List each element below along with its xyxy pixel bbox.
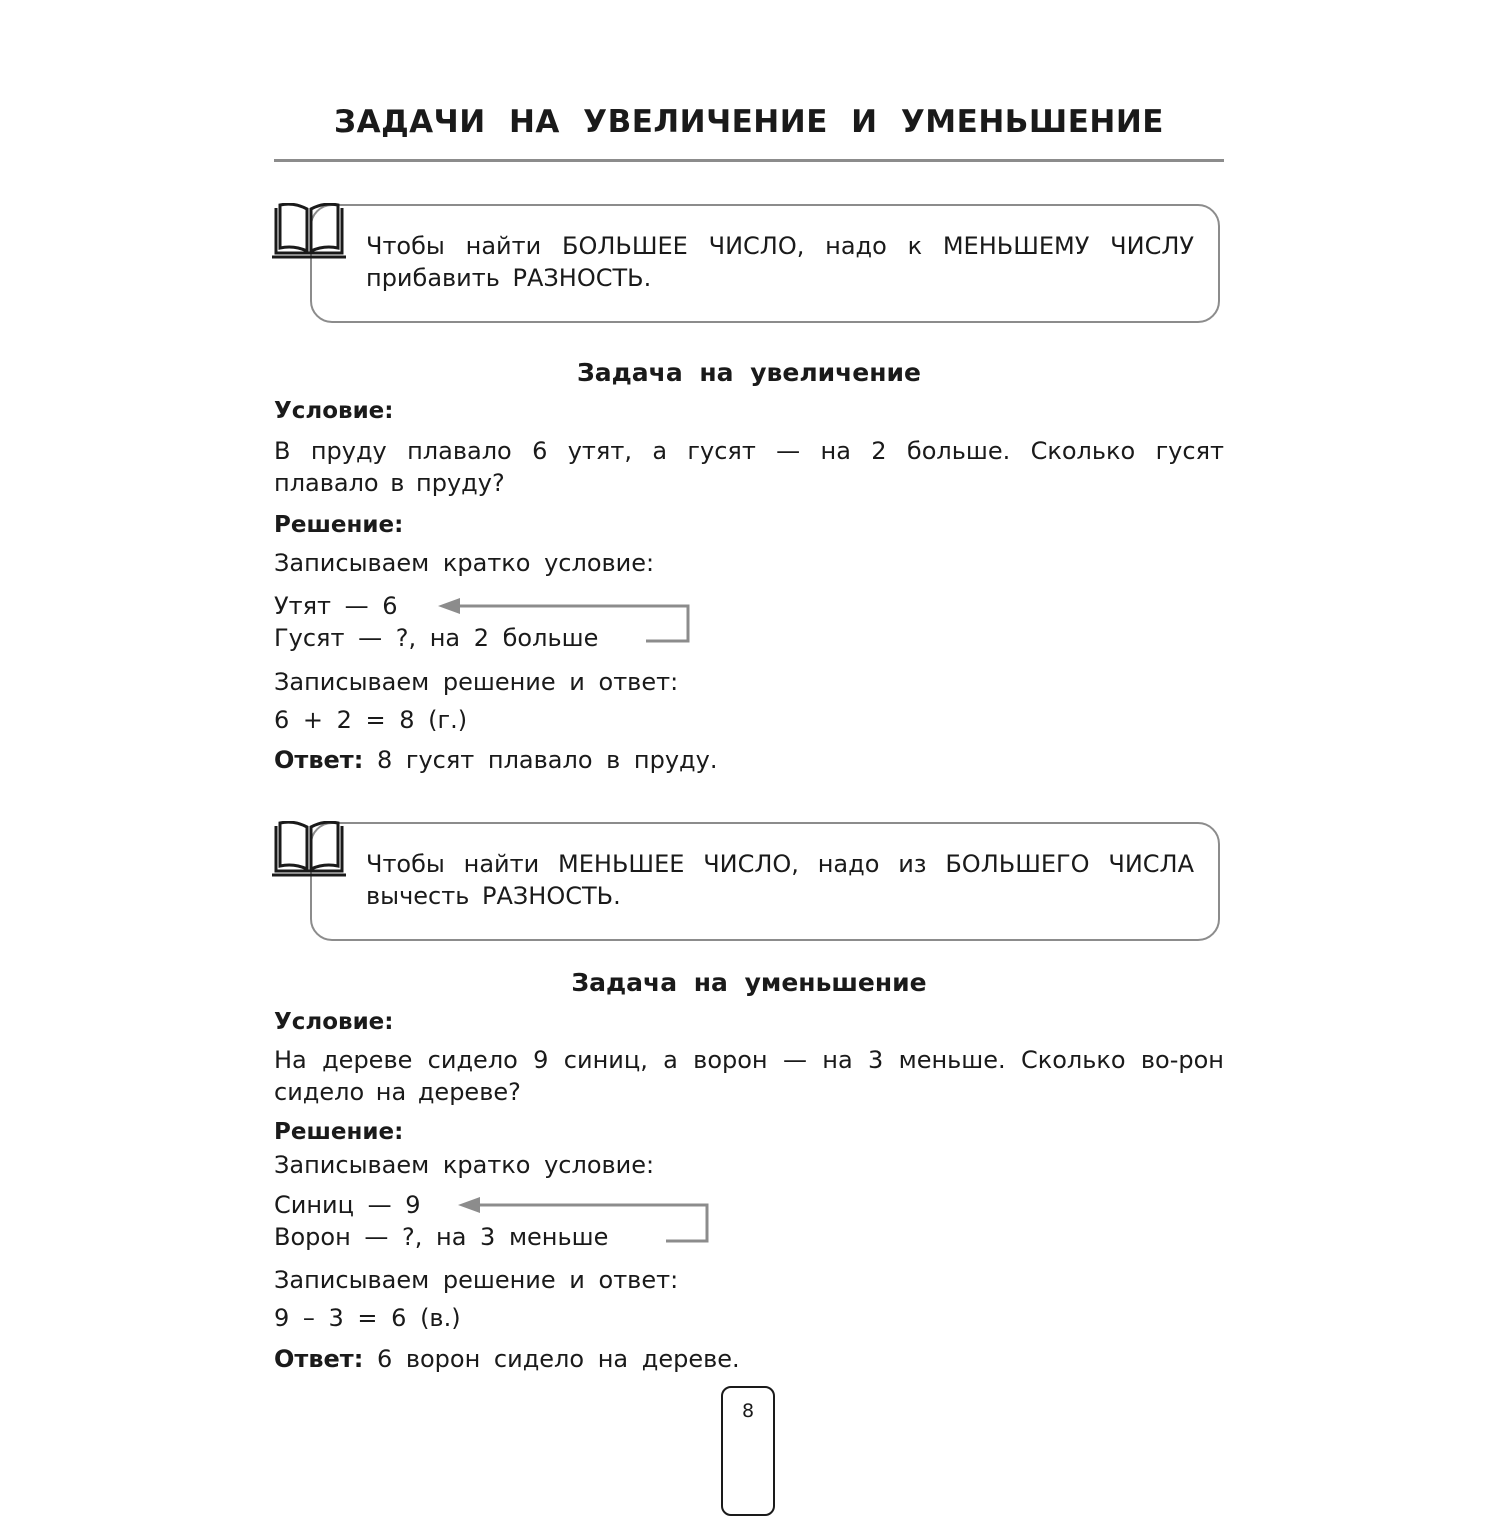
equation: 6 + 2 = 8 (г.) [274, 706, 468, 734]
comparison-arrow [270, 590, 730, 650]
rule-text-decrease: Чтобы найти МЕНЬШЕЕ ЧИСЛО, надо из БОЛЬШЕГО ЧИСЛА вычесть РАЗНОСТЬ. [366, 850, 1194, 910]
task-heading-increase: Задача на увеличение [576, 358, 922, 387]
answer-line [274, 1343, 740, 1375]
title-underline [274, 159, 1224, 162]
page-number: 8 [721, 1386, 775, 1516]
rule-text-increase: Чтобы найти БОЛЬШЕЕ ЧИСЛО, надо к МЕНЬШЕМУ ЧИСЛУ прибавить РАЗНОСТЬ. [366, 232, 1194, 292]
answer-text: 8 гусят плавало в пруду. [376, 746, 718, 774]
task-heading-decrease: Задача на уменьшение [571, 968, 927, 997]
short-line-ducklings: Утят — 6 [274, 592, 398, 620]
short-line-tits: Синиц — 9 [274, 1191, 421, 1219]
solution-intro: Записываем решение и ответ: [274, 668, 679, 696]
answer-text: 6 ворон сидело на дереве. [376, 1345, 740, 1373]
answer-label: Ответ: [274, 1345, 364, 1373]
short-line-crows: Ворон — ?, на 3 меньше [274, 1223, 609, 1251]
short-condition-intro: Записываем кратко условие: [274, 549, 655, 577]
solution-label: Решение: [274, 512, 404, 538]
open-book-icon [270, 821, 348, 881]
condition-text: На дереве сидело 9 синиц, а ворон — на 3 меньше. Сколько во-рон сидело на дереве? [274, 1046, 1224, 1106]
answer-label: Ответ: [274, 746, 364, 774]
comparison-arrow [270, 1188, 730, 1248]
page-title: ЗАДАЧИ НА УВЕЛИЧЕНИЕ И УМЕНЬШЕНИЕ [334, 104, 1164, 140]
short-condition-intro: Записываем кратко условие: [274, 1151, 655, 1179]
equation: 9 – 3 = 6 (в.) [274, 1304, 461, 1332]
condition-label: Условие: [274, 1009, 394, 1035]
solution-label: Решение: [274, 1119, 404, 1145]
short-line-goslings: Гусят — ?, на 2 больше [274, 624, 599, 652]
answer-line [274, 744, 717, 776]
solution-intro: Записываем решение и ответ: [274, 1266, 679, 1294]
condition-text: В пруду плавало 6 утят, а гусят — на 2 больше. Сколько гусят плавало в пруду? [274, 437, 1224, 497]
condition-label: Условие: [274, 398, 394, 424]
open-book-icon [270, 203, 348, 263]
